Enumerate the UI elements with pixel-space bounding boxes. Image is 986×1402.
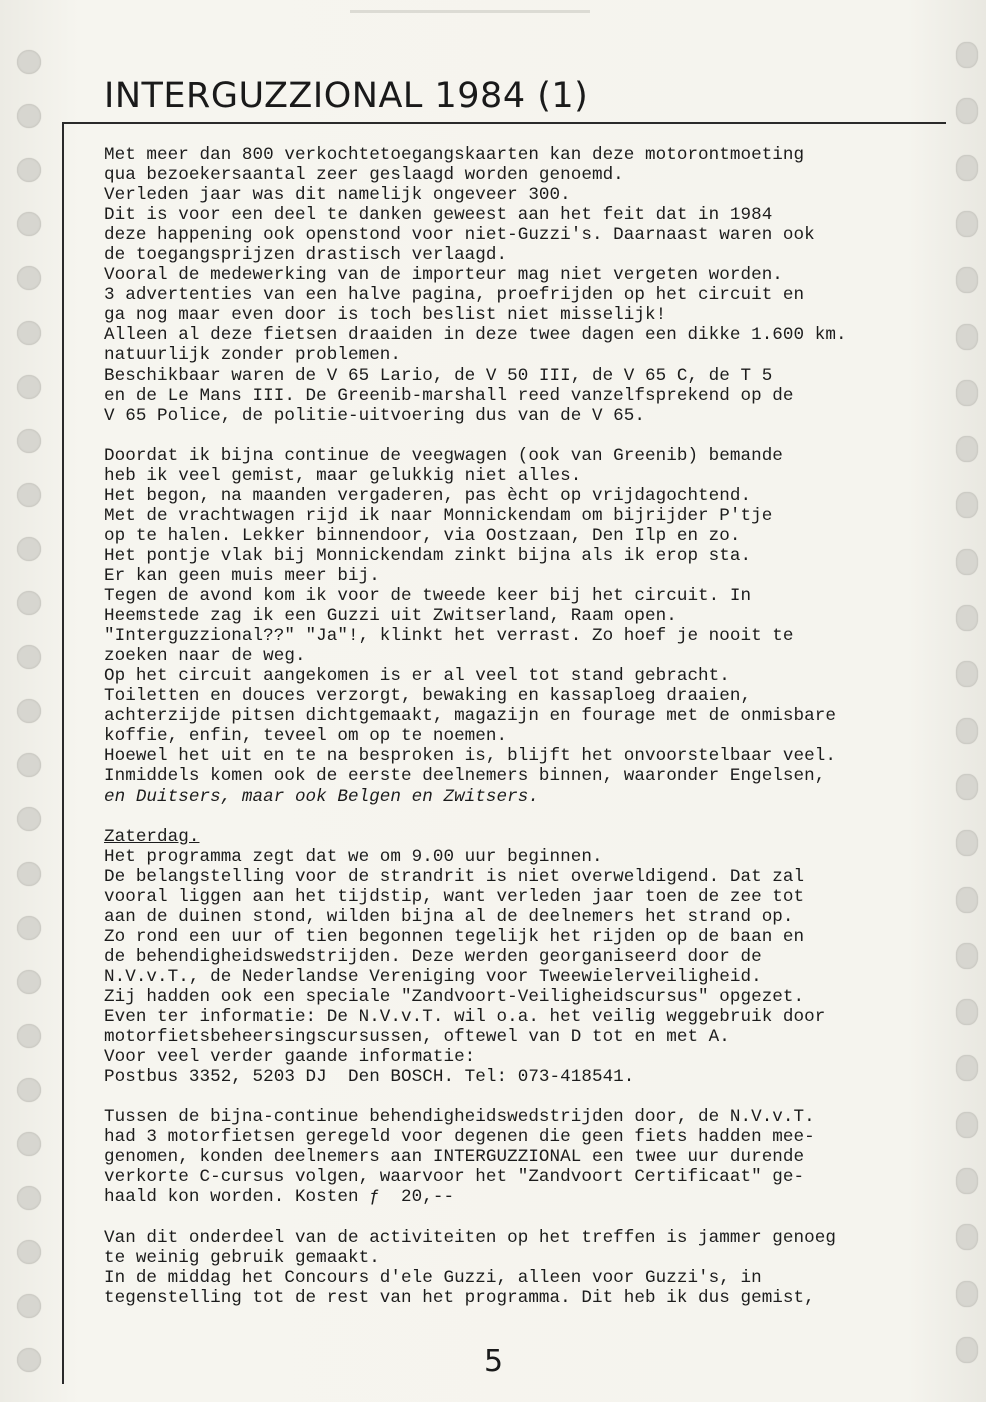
binder-hole <box>17 916 41 940</box>
text-line: V 65 Police, de politie-uitvoering dus van de V 65. <box>104 405 646 426</box>
text-line: vooral liggen aan het tijdstip, want verleden jaar toen de zee tot <box>104 886 805 907</box>
text-line: Het programma zegt dat we om 9.00 uur beginnen. <box>104 846 603 867</box>
text-line: heb ik veel gemist, maar gelukkig niet alles. <box>104 465 582 486</box>
binder-hole <box>17 429 41 453</box>
text-line: Beschikbaar waren de V 65 Lario, de V 50 III, de V 65 C, de T 5 <box>104 365 773 386</box>
text-line: tegenstelling tot de rest van het programma. Dit heb ik dus gemist, <box>104 1287 815 1308</box>
binder-hole <box>956 1337 978 1363</box>
binder-hole <box>17 266 41 290</box>
binder-hole <box>17 862 41 886</box>
paragraph-gap <box>104 807 964 827</box>
text-line: had 3 motorfietsen geregeld voor degenen die geen fiets hadden mee- <box>104 1127 815 1148</box>
text-line: qua bezoekersaantal zeer geslaagd worden genoemd. <box>104 165 624 186</box>
text-line: Voor veel verder gaande informatie: <box>104 1047 476 1068</box>
paragraph-gap <box>104 1207 964 1227</box>
binder-hole <box>17 1024 41 1048</box>
binder-hole <box>17 645 41 669</box>
binder-hole <box>17 753 41 777</box>
text-line: motorfietsbeheersingscursussen, oftewel van D tot en met A. <box>104 1027 730 1048</box>
text-line: Met de vrachtwagen rijd ik naar Monnickendam om bijrijder P'tje <box>104 505 773 526</box>
binder-hole <box>17 1186 41 1210</box>
text-line: natuurlijk zonder problemen. <box>104 345 402 366</box>
text-line: ga nog maar even door is toch beslist niet misselijk! <box>104 305 667 326</box>
text-line: Inmiddels komen ook de eerste deelnemers binnen, waaronder Engelsen, <box>104 766 826 787</box>
text-line: Vooral de medewerking van de importeur mag niet vergeten worden. <box>104 265 783 286</box>
page-number: 5 <box>484 1344 504 1379</box>
binder-hole <box>17 375 41 399</box>
text-line: In de middag het Concours d'ele Guzzi, alleen voor Guzzi's, in <box>104 1267 762 1288</box>
text-line: aan de duinen stond, wilden bijna al de deelnemers het strand op. <box>104 906 794 927</box>
text-line: achterzijde pitsen dichtgemaakt, magazijn en fourage met de onmisbare <box>104 706 836 727</box>
binder-hole <box>17 212 41 236</box>
text-line: Doordat ik bijna continue de veegwagen (ook van Greenib) bemande <box>104 445 783 466</box>
text-line: Toiletten en douces verzorgt, bewaking en kassaploeg draaien, <box>104 686 752 707</box>
title-rule <box>62 122 946 124</box>
binder-hole <box>17 104 41 128</box>
section-heading-zaterdag: Zaterdag. <box>104 826 200 847</box>
binder-hole <box>17 591 41 615</box>
text-line: Hoewel het uit en te na besproken is, blijft het onvoorstelbaar veel. <box>104 746 836 767</box>
binder-hole <box>17 1240 41 1264</box>
paragraph-gap <box>104 426 964 446</box>
text-line: Tussen de bijna-continue behendigheidswedstrijden door, de N.V.v.T. <box>104 1107 815 1128</box>
text-line: Verleden jaar was dit namelijk ongeveer 300. <box>104 185 571 206</box>
text-line: De belangstelling voor de strandrit is niet overweldigend. Dat zal <box>104 866 805 887</box>
binder-hole <box>17 807 41 831</box>
binder-hole <box>17 1348 41 1372</box>
scan-artifact <box>350 10 590 13</box>
text-line: koffie, enfin, teveel om op te noemen. <box>104 726 508 747</box>
text-line: Zij hadden ook een speciale "Zandvoort-Veiligheidscursus" opgezet. <box>104 986 805 1007</box>
text-line: genomen, konden deelnemers aan INTERGUZZIONAL een twee uur durende <box>104 1147 805 1168</box>
text-line: Met meer dan 800 verkochtetoegangskaarten kan deze motorontmoeting <box>104 145 805 165</box>
text-line: Zo rond een uur of tien begonnen tegelijk het rijden op de baan en <box>104 926 805 947</box>
text-line: N.V.v.T., de Nederlandse Vereniging voor Tweewielerveiligheid. <box>104 966 762 987</box>
text-line: Postbus 3352, 5203 DJ Den BOSCH. Tel: 073-418541. <box>104 1067 635 1088</box>
text-line: Van dit onderdeel van de activiteiten op het treffen is jammer genoeg <box>104 1227 836 1248</box>
binder-hole <box>956 98 978 124</box>
binder-hole <box>17 699 41 723</box>
text-line: Het begon, na maanden vergaderen, pas ècht op vrijdagochtend. <box>104 485 752 506</box>
article-body <box>104 145 964 1308</box>
text-line: Er kan geen muis meer bij. <box>104 565 380 586</box>
binder-hole <box>17 483 41 507</box>
text-line: en de Le Mans III. De Greenib-marshall reed vanzelfsprekend op de <box>104 385 794 406</box>
binder-hole <box>17 321 41 345</box>
text-line: Even ter informatie: De N.V.v.T. wil o.a. het veilig weggebruik door <box>104 1007 826 1028</box>
text-line: en Duitsers, maar ook Belgen en Zwitsers. <box>104 786 539 807</box>
binder-hole <box>17 50 41 74</box>
binder-hole <box>956 42 978 68</box>
text-line: de toegangsprijzen drastisch verlaagd. <box>104 245 508 266</box>
text-line: verkorte C-cursus volgen, waarvoor het "Zandvoort Certificaat" ge- <box>104 1167 805 1188</box>
binder-hole <box>17 970 41 994</box>
margin-rule <box>62 122 64 1384</box>
text-line: zoeken naar de weg. <box>104 646 306 667</box>
text-line: haald kon worden. Kosten ƒ 20,-- <box>104 1187 455 1208</box>
text-line: Alleen al deze fietsen draaiden in deze twee dagen een dikke 1.600 km. <box>104 325 847 346</box>
text-line: deze happening ook openstond voor niet-Guzzi's. Daarnaast waren ook <box>104 225 815 246</box>
text-line: 3 advertenties van een halve pagina, proefrijden op het circuit en <box>104 285 805 306</box>
text-line: Dit is voor een deel te danken geweest aan het feit dat in 1984 <box>104 205 773 226</box>
text-line: Heemstede zag ik een Guzzi uit Zwitserland, Raam open. <box>104 606 677 627</box>
article-title: INTERGUZZIONAL 1984 (1) <box>104 76 589 116</box>
text-line: Tegen de avond kom ik voor de tweede keer bij het circuit. In <box>104 586 752 607</box>
binder-hole <box>17 158 41 182</box>
binder-hole <box>17 1294 41 1318</box>
text-line: de behendigheidswedstrijden. Deze werden georganiseerd door de <box>104 946 762 967</box>
text-line: te weinig gebruik gemaakt. <box>104 1247 380 1268</box>
binder-hole <box>17 1132 41 1156</box>
text-line: "Interguzzional??" "Ja"!, klinkt het verrast. Zo hoef je nooit te <box>104 626 794 647</box>
paragraph-gap <box>104 1087 964 1107</box>
text-line: Het pontje vlak bij Monnickendam zinkt bijna als ik erop sta. <box>104 545 752 566</box>
binder-hole <box>17 1078 41 1102</box>
text-line: op te halen. Lekker binnendoor, via Oostzaan, Den Ilp en zo. <box>104 525 741 546</box>
text-line: Op het circuit aangekomen is er al veel tot stand gebracht. <box>104 666 730 687</box>
binder-hole <box>17 537 41 561</box>
